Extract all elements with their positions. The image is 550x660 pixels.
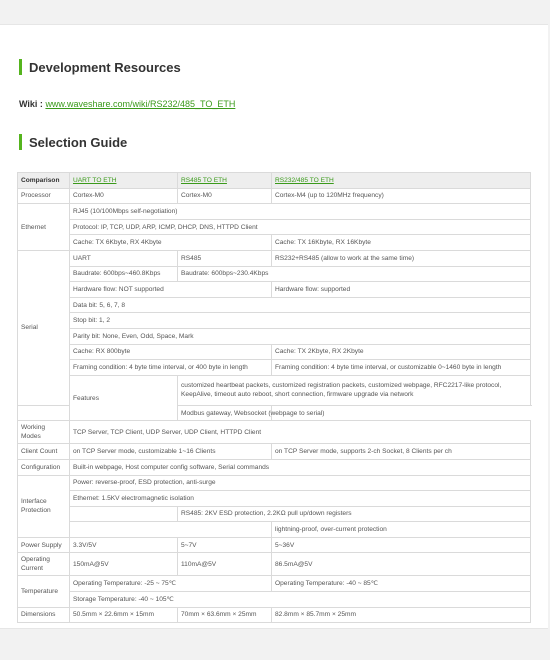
table-row (18, 282, 531, 298)
table-cell: Cache: TX 2Kbyte, RX 2Kbyte (272, 344, 531, 360)
table-cell: Stop bit: 1, 2 (70, 313, 531, 329)
table-cell: Cache: TX 16Kbyte, RX 16Kbyte (272, 235, 531, 251)
table-cell: Framing condition: 4 byte time interval, or customizable 0~1460 byte in length (272, 360, 531, 376)
header-rs232-485-to-eth (272, 173, 531, 189)
table-cell: RS485: 2KV ESD protection, 2.2KΩ pull up/down registers (178, 506, 531, 522)
table-header-row (18, 173, 531, 189)
rs485-to-eth-link[interactable]: RS485 TO ETH (181, 176, 227, 184)
table-cell: 150mA@5V (70, 553, 178, 576)
table-cell: Baudrate: 600bps~230.4Kbps (178, 266, 531, 282)
row-label-temperature: Temperature (18, 576, 70, 607)
table-row (18, 592, 531, 608)
table-cell: Protocol: IP, TCP, UDP, ARP, ICMP, DHCP, DNS, HTTPD Client (70, 219, 531, 235)
table-cell: Cortex-M0 (70, 188, 178, 204)
table-row (18, 491, 531, 507)
selection-guide-heading (19, 133, 127, 151)
row-label-serial: Serial (18, 250, 70, 405)
table-cell: Built-in webpage, Host computer config software, Serial commands (70, 459, 531, 475)
table-row (18, 405, 531, 421)
table-cell: 50.5mm × 22.6mm × 15mm (70, 607, 178, 623)
table-cell: on TCP Server mode, supports 2-ch Socket, 8 Clients per ch (272, 444, 531, 460)
table-row (18, 235, 531, 251)
table-row (18, 459, 531, 475)
table-cell: Operating Temperature: -40 ~ 85℃ (272, 576, 531, 592)
table-cell: 82.8mm × 85.7mm × 25mm (272, 607, 531, 623)
table-row (18, 506, 531, 522)
table-row (18, 607, 531, 623)
table-row (18, 576, 531, 592)
dev-resources-heading (19, 58, 181, 76)
table-cell: Operating Temperature: -25 ~ 75℃ (70, 576, 272, 592)
table-cell (70, 506, 178, 522)
table-row (18, 219, 531, 235)
table-row (18, 250, 531, 266)
table-cell (70, 522, 272, 538)
table-cell: Storage Temperature: -40 ~ 105℃ (70, 592, 531, 608)
table-cell: Cache: RX 800byte (70, 344, 272, 360)
table-cell: Hardware flow: NOT supported (70, 282, 272, 298)
table-row (18, 537, 531, 553)
rs232-485-to-eth-link[interactable]: RS232/485 TO ETH (275, 176, 334, 184)
row-label-features: Features (70, 375, 178, 421)
table-row (18, 204, 531, 220)
table-cell: Parity bit: None, Even, Odd, Space, Mark (70, 328, 531, 344)
wiki-link[interactable]: www.waveshare.com/wiki/RS232/485_TO_ETH (45, 99, 236, 109)
table-cell (18, 405, 178, 421)
table-cell: Baudrate: 600bps~460.8Kbps (70, 266, 178, 282)
row-label-ethernet: Ethernet (18, 204, 70, 251)
heading-accent-bar (19, 134, 22, 150)
table-row (18, 313, 531, 329)
header-comparison: Comparison (18, 173, 70, 189)
table-row (18, 475, 531, 491)
table-cell: 70mm × 63.6mm × 25mm (178, 607, 272, 623)
row-label-processor: Processor (18, 188, 70, 204)
table-cell: Framing condition: 4 byte time interval, or 400 byte in length (70, 360, 272, 376)
table-row (18, 421, 531, 444)
table-cell: 86.5mA@5V (272, 553, 531, 576)
header-rs485-to-eth (178, 173, 272, 189)
table-cell: 5~7V (178, 537, 272, 553)
table-cell: lightning-proof, over-current protection (272, 522, 531, 538)
table-cell: on TCP Server mode, customizable 1~16 Clients (70, 444, 272, 460)
row-label-power-supply: Power Supply (18, 537, 70, 553)
table-cell: Cortex-M0 (178, 188, 272, 204)
table-cell: 5~36V (272, 537, 531, 553)
table-row (18, 188, 531, 204)
table-row (18, 328, 531, 344)
table-row (18, 297, 531, 313)
table-cell: TCP Server, TCP Client, UDP Server, UDP Client, HTTPD Client (70, 421, 531, 444)
wiki-label: Wiki : (19, 99, 43, 109)
table-cell: 110mA@5V (178, 553, 272, 576)
row-label-client-count: Client Count (18, 444, 70, 460)
table-row (18, 444, 531, 460)
table-row (18, 344, 531, 360)
row-label-configuration: Configuration (18, 459, 70, 475)
row-label-dimensions: Dimensions (18, 607, 70, 623)
table-row (18, 360, 531, 376)
content-panel (0, 24, 548, 629)
selection-guide-title: Selection Guide (29, 134, 128, 150)
uart-to-eth-link[interactable]: UART TO ETH (73, 176, 117, 184)
selection-guide-table (17, 172, 531, 623)
heading-accent-bar (19, 59, 22, 75)
table-cell: Cortex-M4 (up to 120MHz frequency) (272, 188, 531, 204)
table-cell: Hardware flow: supported (272, 282, 531, 298)
table-row (18, 522, 531, 538)
wiki-line (19, 99, 235, 109)
table-cell: 3.3V/5V (70, 537, 178, 553)
table-row (18, 553, 531, 576)
table-row (18, 266, 531, 282)
table-cell: customized heartbeat packets, customized registration packets, customized webpage, RFC2217-like protocol, KeepAlive, timeout auto reboot, short connection, firmware upgrade via network (178, 375, 531, 405)
table-cell: Ethernet: 1.5KV electromagnetic isolation (70, 491, 531, 507)
row-label-interface-protection: Interface Protection (18, 475, 70, 537)
table-cell: UART (70, 250, 178, 266)
table-cell: Modbus gateway, Websocket (webpage to serial) (178, 405, 272, 421)
table-cell: Cache: TX 6Kbyte, RX 4Kbyte (70, 235, 272, 251)
table-row (18, 375, 531, 405)
table-cell: Data bit: 5, 6, 7, 8 (70, 297, 531, 313)
table-cell: RS232+RS485 (allow to work at the same time) (272, 250, 531, 266)
row-label-working-modes: Working Modes (18, 421, 70, 444)
row-label-operating-current: Operating Current (18, 553, 70, 576)
dev-resources-title: Development Resources (29, 59, 181, 75)
table-cell: RS485 (178, 250, 272, 266)
table-cell: Power: reverse-proof, ESD protection, anti-surge (70, 475, 531, 491)
header-uart-to-eth (70, 173, 178, 189)
table-cell: RJ45 (10/100Mbps self-negotiation) (70, 204, 531, 220)
